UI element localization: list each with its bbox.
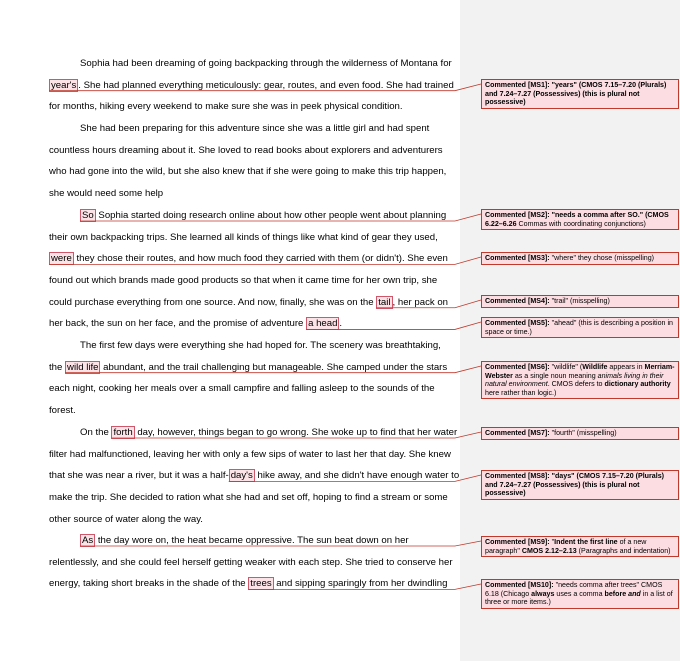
text-run: other source of water along the way. — [49, 513, 203, 525]
comment-box-9[interactable]: Commented [MS9]: "Indent the first line of a new paragraph" CMOS 2.12–2.13 (Paragraphs and indentation) — [481, 536, 679, 557]
text-run: each night, cooking her meals over a small campfire and falling asleep to the sounds of the — [49, 383, 435, 395]
comment-box-3[interactable]: Commented [MS3]: "where" they chose (misspelling) — [481, 252, 679, 265]
text-line — [49, 422, 458, 444]
text-run: The first few days were everything she had hoped for. The scenery was breathtaking, — [80, 340, 441, 351]
text-run: make the trip. She decided to ration what she had and set off, hoping to find a stream or some — [49, 492, 448, 504]
text-run: She had been preparing for this adventure since she was a little girl and had spent — [80, 123, 430, 134]
text-line — [49, 161, 453, 183]
text-run: . She had planned everything meticulously: gear, routes, and even food. She had trained — [78, 79, 454, 91]
text-run: On the — [80, 427, 112, 438]
comment-box-5[interactable]: Commented [MS5]: "ahead" (this is describing a position in space or time.) — [481, 317, 679, 338]
text-run: could purchase everything from one source. And now, finally, she was on the — [49, 296, 377, 308]
text-line — [49, 205, 453, 227]
comment-box-7[interactable]: Commented [MS7]: "fourth" (misspelling) — [481, 427, 679, 440]
paragraph-6 — [49, 530, 453, 595]
text-run: forest. — [49, 405, 76, 417]
text-run: she would need some help — [49, 188, 164, 200]
comment-anchor-10[interactable]: trees — [250, 578, 272, 590]
text-line — [49, 53, 453, 75]
paragraph-4 — [49, 335, 453, 422]
comment-box-6[interactable]: Commented [MS6]: "wildlife" (Wildlife appears in Merriam-Webster as a single noun meaning animals living in their natural environment. CMOS defers to dictionary authority here rather than logic.) — [481, 361, 679, 399]
text-line — [49, 444, 453, 466]
text-run: they chose their routes, and how much food they carried with them (or didn't). She even — [73, 253, 448, 265]
text-run: her back, the sun on her face, and the promise of adventure — [49, 318, 307, 330]
text-run: that she was near a river, but it was a half- — [49, 470, 229, 482]
text-run: Sophia had been dreaming of going backpacking through the wilderness of Montana for — [80, 58, 452, 69]
comment-anchor-2[interactable]: So — [82, 210, 94, 221]
comment-anchor-8[interactable]: day's — [230, 470, 253, 482]
comment-anchor-5[interactable]: a head — [308, 318, 338, 330]
text-run: abundant, and the trail challenging but manageable. She camped under the stars — [100, 361, 448, 373]
text-line — [49, 573, 453, 595]
comment-anchor-9[interactable]: As — [82, 535, 94, 546]
text-line — [49, 270, 453, 292]
comment-box-8[interactable]: Commented [MS8]: "days" (CMOS 7.15–7.20 (Plurals) and 7.24–7.27 (Possessives) (this is plural not possessive) — [481, 470, 679, 500]
comment-anchor-4[interactable]: tail — [378, 296, 391, 308]
text-run: day, however, things began to go wrong. She woke up to find that her water — [134, 427, 458, 438]
text-line — [49, 183, 453, 205]
text-line — [49, 96, 453, 118]
text-line — [49, 118, 453, 140]
paragraph-2 — [49, 118, 453, 205]
comment-anchor-3[interactable]: were — [51, 253, 72, 265]
text-run: hike away, and she didn't have enough water to — [254, 470, 460, 482]
paragraph-5 — [49, 422, 460, 530]
text-line — [49, 248, 453, 270]
text-run: energy, taking short breaks in the shade of the — [49, 578, 249, 590]
text-line — [49, 75, 453, 97]
text-run: countless hours dreaming about it. She loved to read books about explorers and adventurers — [49, 144, 443, 156]
text-line — [49, 140, 453, 162]
text-run: their own backpacking trips. She learned all kinds of things like what kind of gear they used, — [49, 231, 438, 243]
text-run: Sophia started doing research online about how other people went about planning — [95, 210, 447, 221]
text-line — [49, 335, 453, 357]
comment-anchor-7[interactable]: forth — [113, 427, 133, 438]
comment-box-2[interactable]: Commented [MS2]: "needs a comma after SO." (CMOS 6.22–6.26 Commas with coordinating conjunctions) — [481, 209, 679, 230]
text-run: who had gone into the wild, but she also knew that if she were going to make this trip happen, — [49, 166, 447, 178]
text-line — [49, 227, 453, 249]
comment-anchor-6[interactable]: wild life — [67, 361, 99, 373]
paragraph-3 — [49, 205, 453, 335]
text-line — [49, 292, 453, 314]
text-run: and sipping sparingly from her dwindling — [273, 578, 448, 590]
text-run: found out which brands made good products so that when it came time for her own trip, she — [49, 275, 438, 287]
comment-box-1[interactable]: Commented [MS1]: "years" (CMOS 7.15–7.20 (Plurals) and 7.24–7.27 (Possessives) (this is plural not possessive) — [481, 79, 679, 109]
text-run: , her pack on — [392, 296, 448, 308]
text-run: . — [339, 318, 343, 330]
comment-anchor-1[interactable]: year's — [51, 79, 77, 91]
comment-box-4[interactable]: Commented [MS4]: "trail" (misspelling) — [481, 295, 679, 308]
text-line — [49, 400, 453, 422]
text-line — [49, 487, 453, 509]
text-line — [49, 378, 453, 400]
text-line — [49, 465, 460, 487]
text-run: relentlessly, and she could feel herself getting weaker with each step. She tried to conserve her — [49, 556, 453, 568]
text-run: for months, hiking every weekend to make sure she was in peek physical condition. — [49, 101, 403, 113]
text-run: the day wore on, the heat became oppressive. The sun beat down on her — [95, 535, 409, 546]
text-line — [49, 313, 453, 335]
text-line — [49, 552, 453, 574]
text-line — [49, 509, 453, 531]
comment-box-10[interactable]: Commented [MS10]: "needs comma after trees" CMOS 6.18 (Chicago always uses a comma before and in a list of three or more items.) — [481, 579, 679, 609]
text-run: the — [49, 361, 66, 373]
text-line — [49, 357, 453, 379]
paragraph-1 — [49, 53, 453, 118]
text-line — [49, 530, 453, 552]
text-run: filter had malfunctioned, leaving her with only a few sips of water to last her that day. She knew — [49, 448, 451, 460]
